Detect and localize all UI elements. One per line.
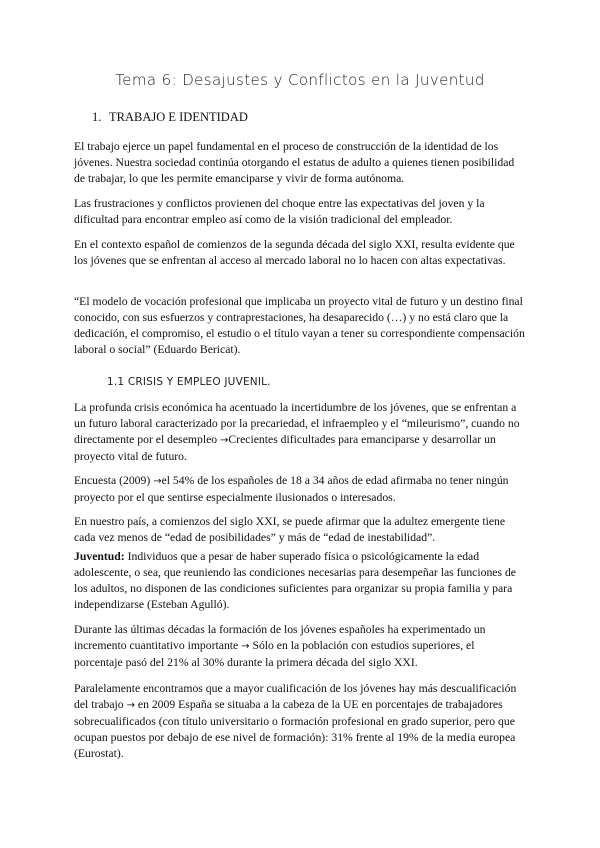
arrow-icon: → xyxy=(126,700,135,711)
paragraph-9 xyxy=(74,622,526,671)
definition-text: Individuos que a pesar de haber superado física o psicológicamente la edad adolescente, o sea, que reuniendo las condiciones necesarias para desempeñar las funciones de los adultos, no disponen de las condiciones suficientes para organizar su propia familia y para independizarse (Esteban Agulló). xyxy=(74,550,516,611)
arrow-icon: → xyxy=(153,476,162,487)
paragraph-1: El trabajo ejerce un papel fundamental en el proceso de construcción de la identidad de los jóvenes. Nuestra sociedad continúa otorgando el estatus de adulto a quienes tienen posibilidad de trabajar, lo que les permite emanciparse y vivir de forma autónoma. xyxy=(74,140,515,185)
paragraph-9-text-a: Durante las últimas décadas la formación de los jóvenes españoles ha experimentado un incremento cuantitativo importante xyxy=(74,623,486,652)
paragraph-7: En nuestro país, a comienzos del siglo XXI, se puede afirmar que la adultez emergente tiene cada vez menos de “edad de posibilidades” y más de “edad de inestabilidad”. xyxy=(74,515,506,544)
paragraph-5-text-b: Crecientes dificultades para emanciparse y desarrollar un proyecto vital de futuro. xyxy=(74,433,496,463)
paragraph-6-text-a: Encuesta (2009) xyxy=(74,474,154,487)
definition-term: Juventud: xyxy=(74,550,125,563)
document-title: Tema 6: Desajustes y Conflictos en la Juventud xyxy=(115,71,485,89)
paragraph-9-text-b: Sólo en la población con estudios superiores, el porcentaje pasó del 21% al 30% durante la primera década del siglo XXI. xyxy=(74,639,475,669)
paragraph-5-text-a: La profunda crisis económica ha acentuado la incertidumbre de los jóvenes, que se enfrentan a un futuro laboral caracterizado por la precariedad, el infraempleo y el “mileurismo”, cuando no directamente por el desempleo xyxy=(74,401,520,446)
arrow-icon: → xyxy=(220,435,229,446)
arrow-icon: → xyxy=(241,641,250,652)
paragraph-3: En el contexto español de comienzos de la segunda década del siglo XXI, resulta evidente que los jóvenes que se enfrentan al acceso al mercado laboral no lo hacen con altas expectativas. xyxy=(74,238,515,267)
paragraph-10-text-b: en 2009 España se situaba a la cabeza de la UE en porcentajes de trabajadores sobrecualificados (con título universitario o formación profesional en grado superior, pero que ocupan puestos por debajo de ese nivel de formación): 31% frente al 19% de la media europea (Eurostat). xyxy=(74,698,516,760)
paragraph-8 xyxy=(74,549,526,613)
paragraph-10-text-a: Paralelamente encontramos que a mayor cualificación de los jóvenes hay más descualificación del trabajo xyxy=(74,682,517,711)
paragraph-2: Las frustraciones y conflictos provienen del choque entre las expectativas del joven y la dificultad para encontrar empleo así como de la visión tradicional del empleador. xyxy=(74,197,485,226)
paragraph-6-text-b: el 54% de los españoles de 18 a 34 años de edad afirmaba no tener ningún proyecto por el que sentirse especialmente ilusionados o interesados. xyxy=(74,474,509,504)
section-heading xyxy=(92,110,248,125)
paragraph-10 xyxy=(74,681,526,762)
section-title: TRABAJO E IDENTIDAD xyxy=(109,110,248,124)
subsection-heading: 1.1 CRISIS Y EMPLEO JUVENIL. xyxy=(107,376,271,388)
section-number: 1. xyxy=(92,110,102,124)
paragraph-5 xyxy=(74,400,526,465)
paragraph-4: “El modelo de vocación profesional que implicaba un proyecto vital de futuro y un destino final conocido, con sus esfuerzos y contraprestaciones, ha desaparecido (…) y no está claro que la dedicación, el compromiso, el estudio o el título vayan a tener su correspondiente compensación laboral o social” (Eduardo Bericat). xyxy=(74,295,525,356)
paragraph-6 xyxy=(74,473,526,506)
